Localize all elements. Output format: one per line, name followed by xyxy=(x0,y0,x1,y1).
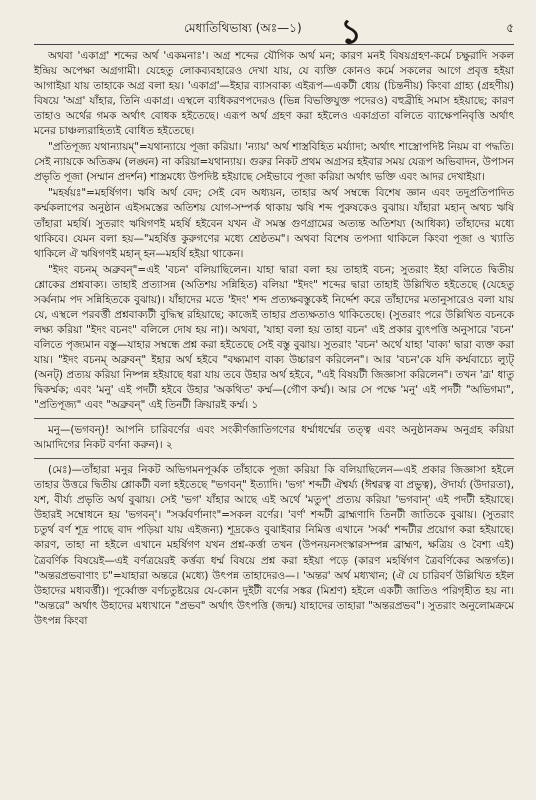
commentary-section-bottom xyxy=(34,463,514,629)
paragraph: "ইদং বচনম্ অব্রুবন্"=এই 'বচন' বলিয়াছিলেন। যাহা দ্বারা বলা হয় তাহাই বচন; সুতরাং ইহা বলিতে দ্বিতীয় শ্লোকের প্রশ্নবাক্য। তাহাই প্রত্যাসন্ন (অতিশয় সন্নিহিত) বলিয়া "ইদং" শব্দের দ্বারা তাহাই উল্লিখিত হইতেছে (যেহেতু সর্ব্বনাম পদ সন্নিহিতকে বুঝায়)। যাঁহাদের মতে 'ইদং' শব্দ প্রত্যক্ষবস্তুকেই নির্দ্দেশ করে তাঁহাদের মতানুসারেও বলা যায় যে, এস্থলে পরবর্ত্তী প্রশ্নবাক্যটী বুদ্ধিস্থ রহিয়াছে; কাজেই তাহার প্রত্যক্ষতাও থাকিতেছে। (সুতরাং পরে উল্লিখিত বচনকে লক্ষ্য করিয়া "ইদং বচনং" বলিলে দোষ হয় না)। অথবা, 'যাহা বলা হয় তাহা বচন' এই প্রকার ব্যুৎপত্তি অনুসারে 'বচন' বলিতে পৃজ্যমান বস্তু—যাহার সম্বন্ধে প্রশ্ন করা হইতেছে সেই বস্তু বুঝায়। সুতরাং 'বচন' অর্থে যাহা 'বাক্য' দ্বারা ব্যক্ত করা যায়। "ইদং বচনম্ অব্রুবন্" ইহার অর্থ হইবে "বক্ষ্যমাণ বাক্য উচ্চারণ করিলেন"। আর 'বচন'কে যদি কর্ম্মবাচ্যে ল্যুট্ (অনট্) প্রত্যয় করিয়া নিষ্পন্ন হইয়াছে ধরা যায় তবে উহার অর্থ হইবে, "এই বিষয়টী জিজ্ঞাসা করিলেন"। তখন 'ব্রূ' ধাতু দ্বিকর্ম্মক; এবং 'মনু' এই পদটী হইবে উহার 'অকথিত' কর্ম্ম—(গৌণ কর্ম্ম)। আর সে পক্ষে 'মনু' এই পদটী "অভিগম্য", "প্রতিপূজ্য" এবং "অব্রুবন্" এই তিনটী ক্রিয়ারই কর্ম্ম। ১ xyxy=(34,263,514,412)
paragraph: "প্রতিপূজ্য যথান্যায়ম্"=যথান্যায়ে পূজা করিয়া। 'ন্যায়' অর্থ শাস্ত্রবিহিত মর্য্যাদা; অর্থাৎ শাস্ত্রোপদিষ্ট নিয়ম বা পদ্ধতি। সেই ন্যায়কে অতিক্রম (লঙ্ঘন) না করিয়া=যথান্যায়। গুরুর নিকট প্রথম অগ্রসর হইবার সময় যেরূপ অভিবাদন, উপাসন প্রভৃতি পূজা (সম্মান প্রদর্শন) শাস্ত্রমধ্যে উপদিষ্ট হইয়াছে সেইভাবে পূজা করিয়া অর্থাৎ ভক্তি এবং আদর দেখাইয়া। xyxy=(34,141,514,184)
verse-translation: মনু—(ভগবন্)! আপনি চারিবর্ণের এবং সংকীর্ণজাতিগণের ধর্ম্মাধর্ম্মের তত্ত্ব এবং অনুষ্ঠানক্রম অনুগ্রহ করিয়া আমাদিগের নিকট বর্ণনা করুন)। ২ xyxy=(34,424,514,452)
commentary-section-top xyxy=(34,49,514,413)
paragraph: (মেঃ)—তাঁহারা মনুর নিকট অভিগমনপূর্ব্বক তাঁহাকে পূজা করিয়া কি বলিয়াছিলেন—এই প্রকার জিজ্ঞাসা হইলে তাহার উত্তরে দ্বিতীয় শ্লোকটী বলা হইতেছে "ভগবন্" ইত্যাদি। 'ভগ' শব্দটী ঐশ্বর্য্য (ঈশ্বরত্ব বা প্রভুত্ব), ঔদার্য্য (উদারতা), যশ, বীর্য্য প্রভৃতি অর্থ বুঝায়। সেই 'ভগ' যাঁহার আছে এই অর্থে 'মতুপ্' প্রত্যয় করিয়া 'ভগবান্' এই পদটী হইয়াছে। উহারই সম্বোধনে হয় 'ভগবন্'। "সর্ব্ববর্ণানাং"=সকল বর্ণের। 'বর্ণ' শব্দটী ব্রাহ্মণাদি তিনটী জাতিকে বুঝায়। (সুতরাং চতুর্থ বর্ণ শূদ্র পাছে বাদ পড়িয়া যায় এইজন্য) শূদ্রকেও বুঝাইবার নিমিত্ত এখানে 'সর্ব্ব' শব্দটীর প্রয়োগ করা হইয়াছে। কারণ, তাহা না হইলে এখানে মহর্ষিগণ যখন প্রশ্ন-কর্ত্তা তখন (উপনয়নসংস্কারসম্পন্ন ব্রাহ্মণ, ক্ষত্রিয় ও বৈশ্য এই) ত্রৈবর্ণিক বিষয়েই—এই বর্ণত্রয়েরই কর্ত্তব্য ধর্ম্ম বিষয়ে প্রশ্ন করা হইয়া পড়ে (কারণ মহর্ষিগণ ত্রৈবর্ণিকের অন্তর্গত)। "অন্তরপ্রভবাণাং চ"=যাহারা অন্তরে (মধ্যে) উৎপন্ন তাহাদেরও—। 'অন্তর' অর্থ মধ্যখান; (ঐ যে চারিবর্ণ উল্লিখিত হইল উহাদের মধ্যবর্ত্তী)। পূর্ব্বোক্ত বর্ণচতুষ্টয়ের যে-কোন দুইটী বর্ণের সঙ্কর (মিশ্রণ) হইলে একটী জাতিও পরিগৃহীত হয় না। "অন্তরে" অর্থাৎ উহাদের মধ্যখানে "প্রভব" অর্থাৎ উৎপত্তি (জন্ম) যাহাদের তাহারা "অন্তরপ্রভব"। সুতরাং অনুলোমক্রমে উৎপন্ন কিংবা xyxy=(34,464,514,627)
section-divider xyxy=(34,458,514,459)
section-divider xyxy=(34,418,514,419)
paragraph: "মহর্ষয়ঃ"=মহর্ষিগণ। ঋষি অর্থ বেদ; সেই বেদ অধ্যয়ন, তাহার অর্থ সম্বন্ধে বিশেষ জ্ঞান এবং তদুপ্রতিপাদিত কর্ম্মকলাপের অনুষ্ঠান এইসমস্তের অতিশয় যোগ-সম্পর্ক থাকায় ঋষি শব্দ পুরুষকেও বুঝায়। যাঁহারা মহান্ অথচ ঋষি তাঁহারা মহর্ষি। সুতরাং ঋষিগণই মহর্ষি হইবেন যখন ঐ সমস্ত গুণগ্রামের অত্যন্ত অতিশয্য (আধিক্য) তাঁহাদের মধ্যে থাকিবে। যেমন বলা হয়—"মহর্ষিত্ত কুরুগণের মধ্যে শ্রেষ্ঠতম"। অথবা বিশেষ তপস্যা থাকিলে কিংবা পূজা ও খ্যাতি থাকিলে ঐ ঋষিগণই মহান্ হন—মহর্ষি হইয়া থাকেন। xyxy=(34,187,514,260)
running-head: মেধাতিথিভাষ্য (অঃ—১) xyxy=(184,21,302,35)
verse-section xyxy=(34,423,514,453)
page-header xyxy=(34,12,514,52)
page-number: ৫ xyxy=(506,21,514,35)
paragraph: অথবা 'একাগ্র' শব্দের অর্থ 'একমনাঃ'। অগ্র শব্দের যৌগিক অর্থ মন; কারণ মনই বিষয়গ্রহণ-কর্মে চক্ষুরাদি সকল ইন্দ্রিয় অপেক্ষা অগ্রগামী। যেহেতু লোকব্যবহারেও দেখা যায়, যে ব্যক্তি কোনও কর্মে সকলের আগে প্রবৃত্ত হইয়া আগাইয়া যায় তাহাকে অগ্র বলা হয়। 'একাগ্র'—ইহার ব্যাসবাক্য এইরূপ—একটী ধ্যেয় (চিন্তনীয়) কিংবা গ্রাহ্য (গ্রহণীয়) বিষয়ে 'অগ্র' যাঁহার, তিনি একাগ্র। এস্থলে ব্যধিকরণপদেরও (ভিন্ন বিভক্তিযুক্ত পদেরও) বহুব্রীহি সমাস হইয়াছে; কারণ তাহাও অর্থের গমক অর্থাৎ বোধক হইতেছে। এরূপ অর্থ গ্রহণ করা হইলেও একাগ্রতা বলিতে ব্যাক্ষেপনিবৃত্তি অর্থাৎ মনের চাঞ্চল্যরাহিত্যই বোধিত হইতেছে। xyxy=(34,50,514,138)
chapter-mark: ১ xyxy=(340,12,363,52)
